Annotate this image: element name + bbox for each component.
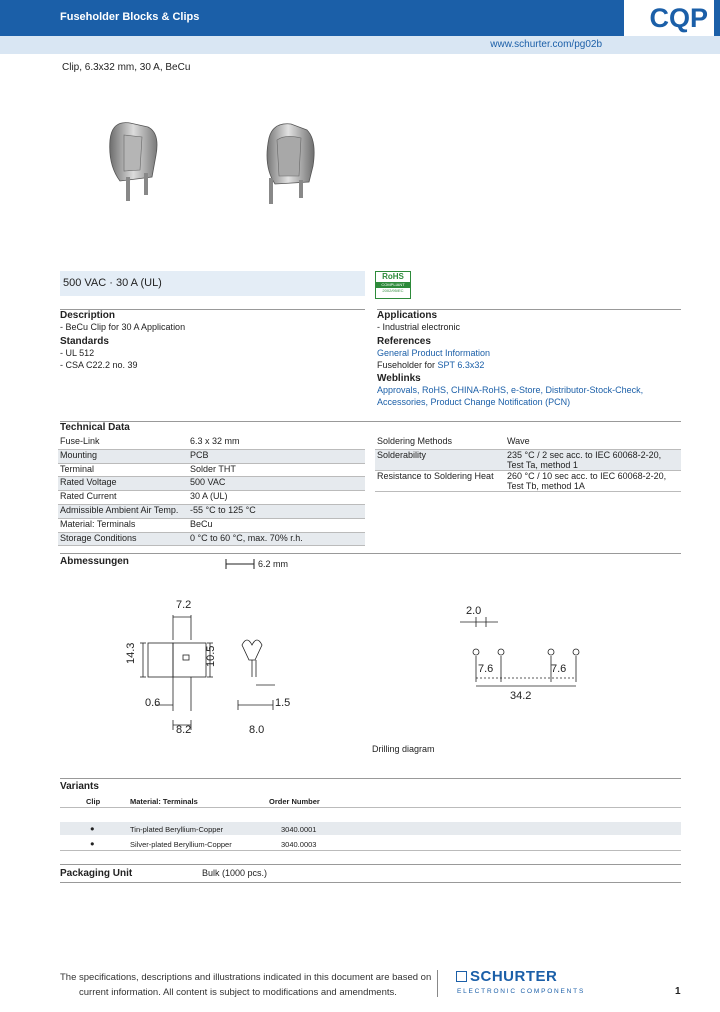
- technical-title: Technical Data: [60, 422, 130, 433]
- reference-line: [377, 360, 484, 370]
- tech-label: Rated Voltage: [58, 477, 188, 491]
- tech-value: 0 °C to 60 °C, max. 70% r.h.: [188, 532, 365, 546]
- schurter-logo-subtitle: ELECTRONIC COMPONENTS: [457, 988, 586, 995]
- tech-value: 6.3 x 32 mm: [188, 436, 365, 449]
- table-row: [58, 477, 365, 491]
- dim-8-0: 8.0: [249, 724, 265, 736]
- technical-table-right: [375, 436, 681, 492]
- divider: [60, 778, 681, 779]
- variant-material: Silver-plated Beryllium-Copper: [130, 840, 232, 849]
- variants-col-order: Order Number: [269, 797, 320, 806]
- standards-title: Standards: [60, 336, 109, 347]
- tech-value: -55 °C to 125 °C: [188, 504, 365, 518]
- rohs-badge: [375, 271, 411, 299]
- tech-label: Soldering Methods: [375, 436, 505, 449]
- schurter-logo-icon: [456, 971, 467, 982]
- scale-bar: [225, 558, 255, 570]
- dim-7-6-right: 7.6: [551, 663, 567, 675]
- table-row: [375, 436, 681, 449]
- tech-label: Terminal: [58, 463, 188, 477]
- tech-value: [505, 470, 681, 491]
- variant-material: Tin-plated Beryllium-Copper: [130, 825, 224, 834]
- applications-title: Applications: [377, 310, 438, 321]
- table-row: [58, 463, 365, 477]
- tech-value: BeCu: [188, 518, 365, 532]
- product-subtitle: Clip, 6.3x32 mm, 30 A, BeCu: [62, 62, 191, 73]
- table-row: [58, 436, 365, 449]
- rating-text: 500 VAC · 30 A (UL): [63, 277, 162, 289]
- page-number: 1: [675, 986, 681, 997]
- variants-header: [60, 793, 681, 808]
- schurter-logo-text: SCHURTER: [470, 968, 558, 985]
- divider: [60, 421, 681, 422]
- reference-prefix: Fuseholder for: [377, 360, 438, 370]
- packaging-value: Bulk (1000 pcs.): [202, 868, 268, 878]
- variants-title: Variants: [60, 781, 99, 792]
- tech-value-line: 235 °C / 2 sec acc. to IEC 60068-2-20,: [507, 449, 662, 460]
- rohs-sub: COMPLIANT: [376, 282, 410, 288]
- footer-disclaimer-2: current information. All content is subject to modifications and amendments.: [79, 987, 397, 998]
- url-bar: [0, 36, 720, 54]
- table-row: [375, 470, 681, 491]
- dim-14-3: 14.3: [125, 642, 137, 664]
- clip-dimension-drawing: [125, 595, 315, 745]
- dim-10-5: 10.5: [205, 645, 217, 667]
- dim-7-6-left: 7.6: [478, 663, 494, 675]
- tech-value: Solder THT: [188, 463, 365, 477]
- table-row: [58, 518, 365, 532]
- tech-value-line: 260 °C / 10 sec acc. to IEC 60068-2-20,: [507, 470, 667, 481]
- rohs-sub2: 2002/95/EC: [382, 288, 404, 293]
- tech-value: [505, 449, 681, 470]
- weblinks-title: Weblinks: [377, 373, 421, 384]
- table-row: [60, 822, 681, 835]
- table-row: [375, 449, 681, 470]
- dim-2-0: 2.0: [466, 605, 482, 617]
- references-title: References: [377, 336, 431, 347]
- tech-value: Wave: [505, 436, 681, 449]
- tech-label: Material: Terminals: [58, 518, 188, 532]
- tech-value-line: Test Ta, method 1: [507, 459, 578, 470]
- standard-item: - CSA C22.2 no. 39: [60, 360, 138, 370]
- tech-label: Storage Conditions: [58, 532, 188, 546]
- tech-value: 500 VAC: [188, 477, 365, 491]
- header-title: Fuseholder Blocks & Clips: [60, 11, 200, 23]
- tech-label: Fuse-Link: [58, 436, 188, 449]
- dim-8-2: 8.2: [176, 724, 192, 736]
- website-link[interactable]: www.schurter.com/pg02b: [490, 39, 602, 50]
- variant-bullet: ●: [90, 839, 95, 848]
- product-photo-front: [100, 115, 170, 205]
- standard-item: - UL 512: [60, 348, 95, 358]
- table-row: [58, 504, 365, 518]
- divider: [60, 864, 681, 865]
- general-product-info-link[interactable]: General Product Information: [377, 348, 491, 358]
- applications-text: - Industrial electronic: [377, 322, 461, 332]
- scale-label: 6.2 mm: [258, 559, 289, 569]
- variant-bullet: ●: [90, 824, 95, 833]
- drilling-caption: Drilling diagram: [372, 744, 435, 754]
- table-row: [58, 532, 365, 546]
- tech-label: Mounting: [58, 449, 188, 463]
- tech-label: Resistance to Soldering Heat: [375, 470, 505, 491]
- variant-order: 3040.0001: [281, 825, 317, 834]
- weblinks-line[interactable]: Approvals, RoHS, CHINA-RoHS, e-Store, Distributor-Stock-Check,: [377, 385, 644, 395]
- variants-col-clip: Clip: [86, 797, 101, 806]
- table-row: [58, 491, 365, 505]
- tech-value: 30 A (UL): [188, 491, 365, 505]
- tech-value-line: Test Tb, method 1A: [507, 480, 585, 491]
- dim-0-6: 0.6: [145, 697, 161, 709]
- product-code: CQP: [624, 0, 714, 36]
- dimensions-title: Abmessungen: [60, 556, 129, 567]
- tech-label: Solderability: [375, 449, 505, 470]
- product-photo-side: [255, 118, 325, 208]
- footer-disclaimer-1: The specifications, descriptions and illustrations indicated in this document are based on: [60, 972, 432, 983]
- table-row: [60, 837, 681, 851]
- dim-7-2: 7.2: [176, 599, 192, 611]
- dim-34-2: 34.2: [510, 690, 532, 702]
- variants-col-material: Material: Terminals: [130, 797, 198, 806]
- description-title: Description: [60, 310, 116, 321]
- table-row: [58, 449, 365, 463]
- rohs-label: RoHS: [382, 272, 404, 281]
- variant-order: 3040.0003: [281, 840, 317, 849]
- packaging-title: Packaging Unit: [60, 868, 133, 879]
- footer-divider: [437, 970, 438, 997]
- spt-link[interactable]: SPT 6.3x32: [437, 360, 485, 370]
- divider: [60, 553, 681, 554]
- tech-label: Rated Current: [58, 491, 188, 505]
- weblinks-line[interactable]: Accessories, Product Change Notification (PCN): [377, 397, 571, 407]
- technical-table-left: [58, 436, 365, 546]
- tech-label: Admissible Ambient Air Temp.: [58, 504, 188, 518]
- tech-value: PCB: [188, 449, 365, 463]
- description-text: - BeCu Clip for 30 A Application: [60, 322, 186, 332]
- dim-1-5: 1.5: [275, 697, 291, 709]
- divider: [60, 882, 681, 883]
